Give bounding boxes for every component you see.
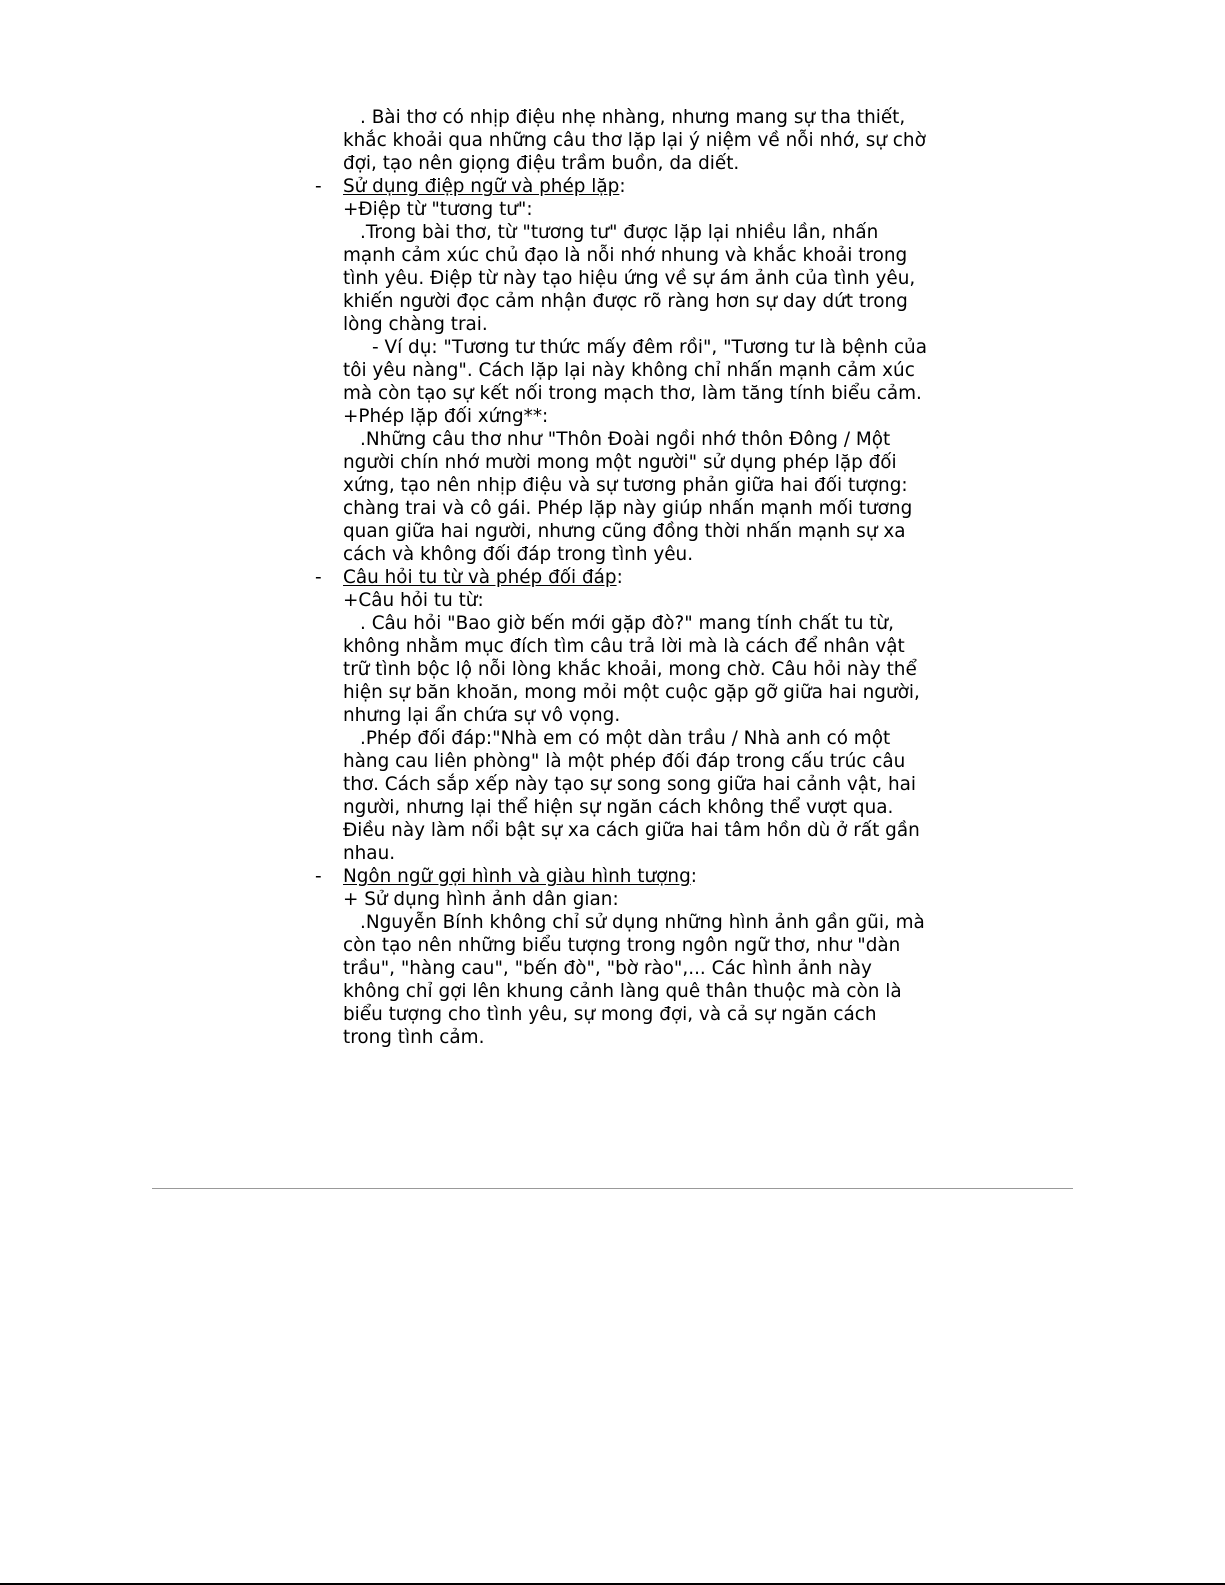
- text-line: quan giữa hai người, nhưng cũng đồng thời nhấn mạnh sự xa: [343, 521, 906, 542]
- text-line: +Câu hỏi tu từ:: [343, 590, 484, 611]
- text-line: mà còn tạo sự kết nối trong mạch thơ, làm tăng tính biểu cảm.: [343, 383, 922, 404]
- text-line: đợi, tạo nên giọng điệu trầm buồn, da diết.: [343, 153, 740, 174]
- text-line: hàng cau liên phòng" là một phép đối đáp trong cấu trúc câu: [343, 751, 906, 772]
- text-line: mạnh cảm xúc chủ đạo là nỗi nhớ nhung và khắc khoải trong: [343, 245, 908, 266]
- bullet-marker: -: [315, 567, 322, 588]
- text-line: cách và không đối đáp trong tình yêu.: [343, 544, 694, 565]
- text-line: không nhằm mục đích tìm câu trả lời mà là cách để nhân vật: [343, 636, 905, 657]
- text-line: tình yêu. Điệp từ này tạo hiệu ứng về sự ám ảnh của tình yêu,: [343, 268, 916, 289]
- heading-colon: :: [619, 176, 626, 197]
- text-line: .Nguyễn Bính không chỉ sử dụng những hình ảnh gần gũi, mà: [360, 912, 925, 933]
- section-heading-repetition: [343, 176, 626, 198]
- text-line: . Câu hỏi "Bao giờ bến mới gặp đò?" mang tính chất tu từ,: [360, 613, 894, 634]
- text-line: +Phép lặp đối xứng**:: [343, 406, 549, 427]
- text-line: Điều này làm nổi bật sự xa cách giữa hai tâm hồn dù ở rất gần: [343, 820, 920, 841]
- text-line: .Phép đối đáp:"Nhà em có một dàn trầu / Nhà anh có một: [360, 728, 891, 749]
- text-line: .Những câu thơ như "Thôn Đoài ngồi nhớ thôn Đông / Một: [360, 429, 891, 450]
- section-heading-rhetorical: [343, 567, 623, 589]
- text-line: - Ví dụ: "Tương tư thức mấy đêm rồi", "Tương tư là bệnh của: [372, 337, 927, 358]
- text-line: hiện sự băn khoăn, mong mỏi một cuộc gặp gỡ giữa hai người,: [343, 682, 920, 703]
- text-line: thơ. Cách sắp xếp này tạo sự song song giữa hai cảnh vật, hai: [343, 774, 917, 795]
- bullet-marker: -: [315, 866, 322, 887]
- heading-colon: :: [616, 567, 623, 588]
- heading-text: Ngôn ngữ gợi hình và giàu hình tượng: [343, 866, 691, 887]
- text-line: + Sử dụng hình ảnh dân gian:: [343, 889, 619, 910]
- text-line: +Điệp từ "tương tư":: [343, 199, 533, 220]
- section-heading-imagery: [343, 866, 697, 888]
- text-line: khiến người đọc cảm nhận được rõ ràng hơn sự day dứt trong: [343, 291, 908, 312]
- heading-text: Sử dụng điệp ngữ và phép lặp: [343, 176, 620, 197]
- text-line: trầu", "hàng cau", "bến đò", "bờ rào",... Các hình ảnh này: [343, 958, 872, 979]
- text-line: lòng chàng trai.: [343, 314, 488, 335]
- bullet-marker: -: [315, 176, 322, 197]
- text-line: biểu tượng cho tình yêu, sự mong đợi, và cả sự ngăn cách: [343, 1004, 877, 1025]
- text-line: chàng trai và cô gái. Phép lặp này giúp nhấn mạnh mối tương: [343, 498, 913, 519]
- text-line: người chín nhớ mười mong một người" sử dụng phép lặp đối: [343, 452, 897, 473]
- page-divider: [152, 1188, 1073, 1189]
- text-line: còn tạo nên những biểu tượng trong ngôn ngữ thơ, như "dàn: [343, 935, 901, 956]
- text-line: trữ tình bộc lộ nỗi lòng khắc khoải, mong chờ. Câu hỏi này thể: [343, 659, 917, 680]
- text-line: không chỉ gợi lên khung cảnh làng quê thân thuộc mà còn là: [343, 981, 902, 1002]
- text-line: khắc khoải qua những câu thơ lặp lại ý niệm về nỗi nhớ, sự chờ: [343, 130, 926, 151]
- text-line: nhưng lại ẩn chứa sự vô vọng.: [343, 705, 621, 726]
- text-line: .Trong bài thơ, từ "tương tư" được lặp lại nhiều lần, nhấn: [360, 222, 879, 243]
- text-line: nhau.: [343, 843, 396, 864]
- heading-text: Câu hỏi tu từ và phép đối đáp: [343, 567, 617, 588]
- text-line: tôi yêu nàng". Cách lặp lại này không chỉ nhấn mạnh cảm xúc: [343, 360, 915, 381]
- text-line: người, nhưng lại thể hiện sự ngăn cách không thể vượt qua.: [343, 797, 894, 818]
- heading-colon: :: [690, 866, 697, 887]
- text-line: xứng, tạo nên nhịp điệu và sự tương phản giữa hai đối tượng:: [343, 475, 908, 496]
- text-line: trong tình cảm.: [343, 1027, 485, 1048]
- text-line: . Bài thơ có nhịp điệu nhẹ nhàng, nhưng mang sự tha thiết,: [360, 107, 906, 128]
